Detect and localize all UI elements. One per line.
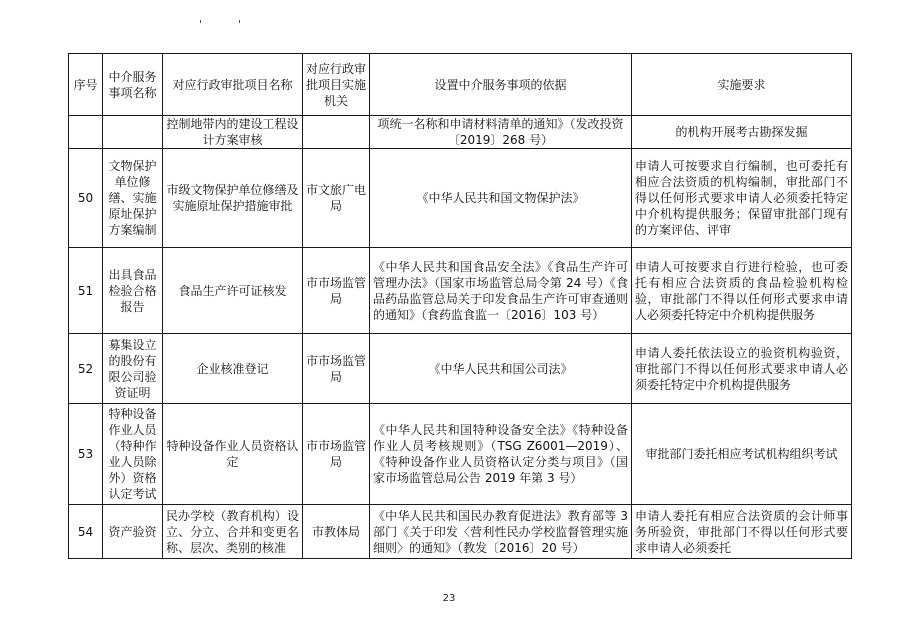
row-seq: 54 (69, 505, 103, 559)
services-table (68, 53, 852, 559)
row-requirement: 审批部门委托相应考试机构组织考试 (632, 404, 852, 505)
table-row (69, 149, 852, 248)
header-basis: 设置中介服务事项的依据 (370, 54, 632, 116)
row-agency: 市市场监管局 (303, 334, 370, 404)
header-approval: 对应行政审批项目名称 (163, 54, 303, 116)
header-service: 中介服务事项名称 (103, 54, 163, 116)
row-seq (69, 116, 103, 149)
row-approval: 企业核准登记 (163, 334, 303, 404)
scan-mark: ' (238, 18, 242, 31)
row-approval: 市级文物保护单位修缮及实施原址保护措施审批 (163, 149, 303, 248)
row-basis: 《中华人民共和国文物保护法》 (370, 149, 632, 248)
row-service: 特种设备作业人员（特种作业人员除外）资格认定考试 (103, 404, 163, 505)
row-approval: 食品生产许可证核发 (163, 248, 303, 334)
row-agency: 市市场监管局 (303, 248, 370, 334)
row-agency (303, 116, 370, 149)
header-seq: 序号 (69, 54, 103, 116)
row-approval: 民办学校（教育机构）设立、分立、合并和变更名称、层次、类别的核准 (163, 505, 303, 559)
row-service: 募集设立的股份有限公司验资证明 (103, 334, 163, 404)
row-basis: 《中华人民共和国公司法》 (370, 334, 632, 404)
table-row (69, 334, 852, 404)
row-service: 资产验资 (103, 505, 163, 559)
row-agency: 市市场监管局 (303, 404, 370, 505)
row-approval: 控制地带内的建设工程设计方案审核 (163, 116, 303, 149)
row-requirement: 的机构开展考古勘探发掘 (632, 116, 852, 149)
row-seq: 51 (69, 248, 103, 334)
row-service: 文物保护单位修缮、实施原址保护方案编制 (103, 149, 163, 248)
header-agency: 对应行政审批项目实施机关 (303, 54, 370, 116)
table-row (69, 116, 852, 149)
scan-mark: ' (199, 18, 203, 31)
table-row (69, 404, 852, 505)
table-header-row (69, 54, 852, 116)
row-seq: 53 (69, 404, 103, 505)
row-approval: 特种设备作业人员资格认定 (163, 404, 303, 505)
header-requirement: 实施要求 (632, 54, 852, 116)
row-requirement: 申请人委托有相应合法资质的会计师事务所验资，审批部门不得以任何形式要求申请人必须委托 (632, 505, 852, 559)
table-row (69, 248, 852, 334)
row-requirement: 申请人可按要求自行编制，也可委托有相应合法资质的机构编制，审批部门不得以任何形式要求申请人必须委托特定中介机构提供服务；保留审批部门现有的方案评估、评审 (632, 149, 852, 248)
row-agency: 市文旅广电局 (303, 149, 370, 248)
row-service: 出具食品检验合格报告 (103, 248, 163, 334)
row-service (103, 116, 163, 149)
row-seq: 52 (69, 334, 103, 404)
row-requirement: 申请人委托依法设立的验资机构验资，审批部门不得以任何形式要求申请人必须委托特定中介机构提供服务 (632, 334, 852, 404)
row-basis: 《中华人民共和国特种设备安全法》《特种设备作业人员考核规则》（TSG Z6001—2019）、《特种设备作业人员资格认定分类与项目》（国家市场监管总局公告 2019 年第 3 号） (370, 404, 632, 505)
row-basis: 项统一名称和申请材料清单的通知》（发改投资〔2019〕268 号） (370, 116, 632, 149)
row-basis: 《中华人民共和国食品安全法》《食品生产许可管理办法》（国家市场监管总局令第 24 号）《食品药品监管总局关于印发食品生产许可审查通则的通知》（食药监食监一〔2016〕103 号） (370, 248, 632, 334)
row-agency: 市教体局 (303, 505, 370, 559)
row-seq: 50 (69, 149, 103, 248)
row-basis: 《中华人民共和国民办教育促进法》教育部等 3 部门《关于印发〈营利性民办学校监督管理实施细则〉的通知》（教发〔2016〕20 号） (370, 505, 632, 559)
page-number: 23 (442, 593, 456, 604)
row-requirement: 申请人可按要求自行进行检验，也可委托有相应合法资质的食品检验机构检验，审批部门不得以任何形式要求申请人必须委托特定中介机构提供服务 (632, 248, 852, 334)
table-row (69, 505, 852, 559)
